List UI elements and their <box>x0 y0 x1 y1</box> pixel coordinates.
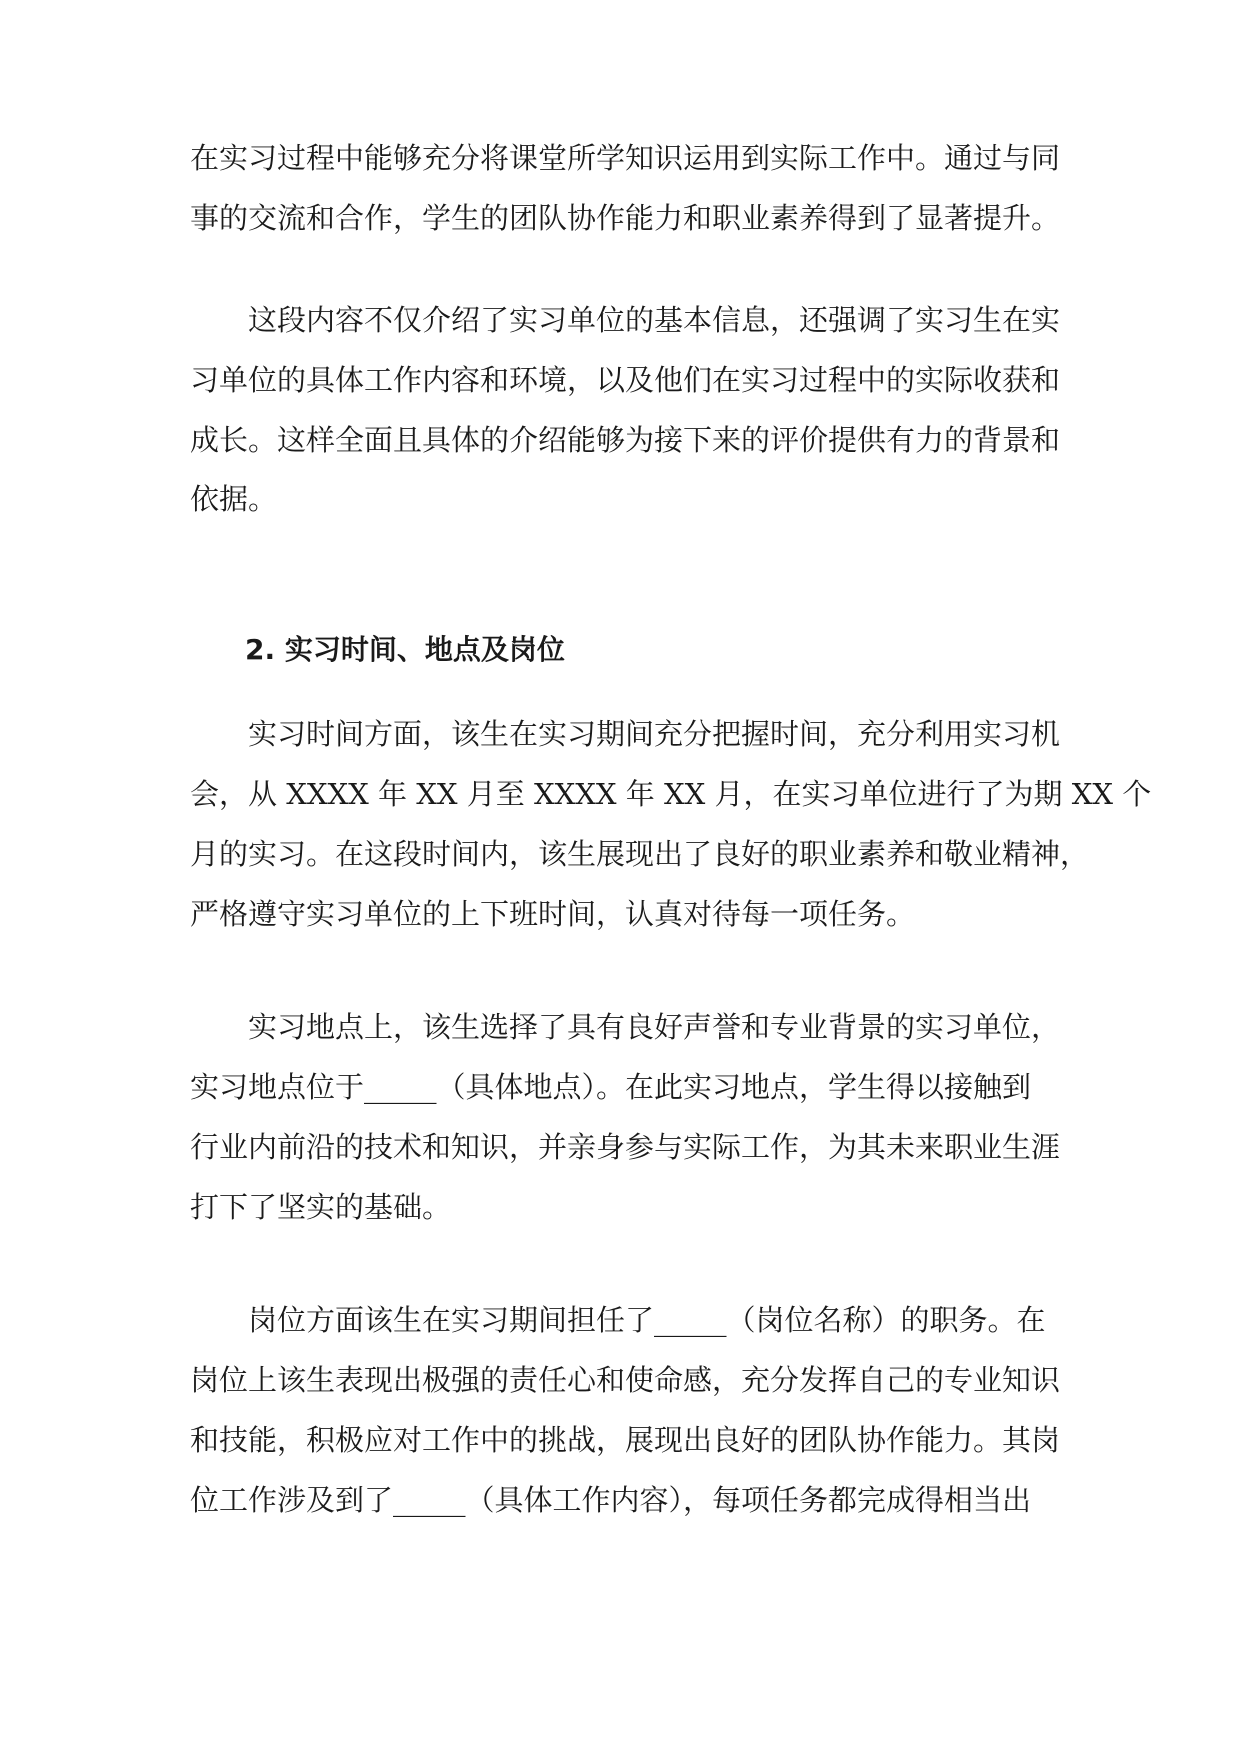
paragraph-line: 事的交流和合作，学生的团队协作能力和职业素养得到了显著提升。 <box>190 201 1061 235</box>
paragraph-line: 行业内前沿的技术和知识，并亲身参与实际工作，为其未来职业生涯 <box>190 1130 1061 1164</box>
paragraph-line: 这段内容不仅介绍了实习单位的基本信息，还强调了实习生在实 <box>248 303 1061 337</box>
paragraph-line: 依据。 <box>190 482 278 516</box>
paragraph-line: 在实习过程中能够充分将课堂所学知识运用到实际工作中。通过与同 <box>190 141 1061 175</box>
paragraph-line: 和技能，积极应对工作中的挑战，展现出良好的团队协作能力。其岗 <box>190 1423 1061 1457</box>
paragraph-line: 成长。这样全面且具体的介绍能够为接下来的评价提供有力的背景和 <box>190 423 1061 457</box>
paragraph-line: 会，从 XXXX 年 XX 月至 XXXX 年 XX 月，在实习单位进行了为期 XX 个 <box>190 777 1152 811</box>
section-heading: 2. 实习时间、地点及岗位 <box>245 633 565 666</box>
paragraph-line: 实习地点位于_____（具体地点）。在此实习地点，学生得以接触到 <box>190 1070 1032 1104</box>
paragraph-line: 实习地点上，该生选择了具有良好声誉和专业背景的实习单位， <box>248 1010 1061 1044</box>
paragraph-line: 位工作涉及到了_____（具体工作内容），每项任务都完成得相当出 <box>190 1483 1032 1517</box>
paragraph-line: 月的实习。在这段时间内，该生展现出了良好的职业素养和敬业精神， <box>190 837 1090 871</box>
paragraph-line: 习单位的具体工作内容和环境，以及他们在实习过程中的实际收获和 <box>190 363 1061 397</box>
paragraph-line: 岗位上该生表现出极强的责任心和使命感，充分发挥自己的专业知识 <box>190 1363 1061 1397</box>
paragraph-line: 实习时间方面，该生在实习期间充分把握时间，充分利用实习机 <box>248 717 1061 751</box>
paragraph-line: 岗位方面该生在实习期间担任了_____（岗位名称）的职务。在 <box>248 1303 1046 1337</box>
paragraph-line: 打下了坚实的基础。 <box>190 1190 452 1224</box>
paragraph-line: 严格遵守实习单位的上下班时间，认真对待每一项任务。 <box>190 897 916 931</box>
